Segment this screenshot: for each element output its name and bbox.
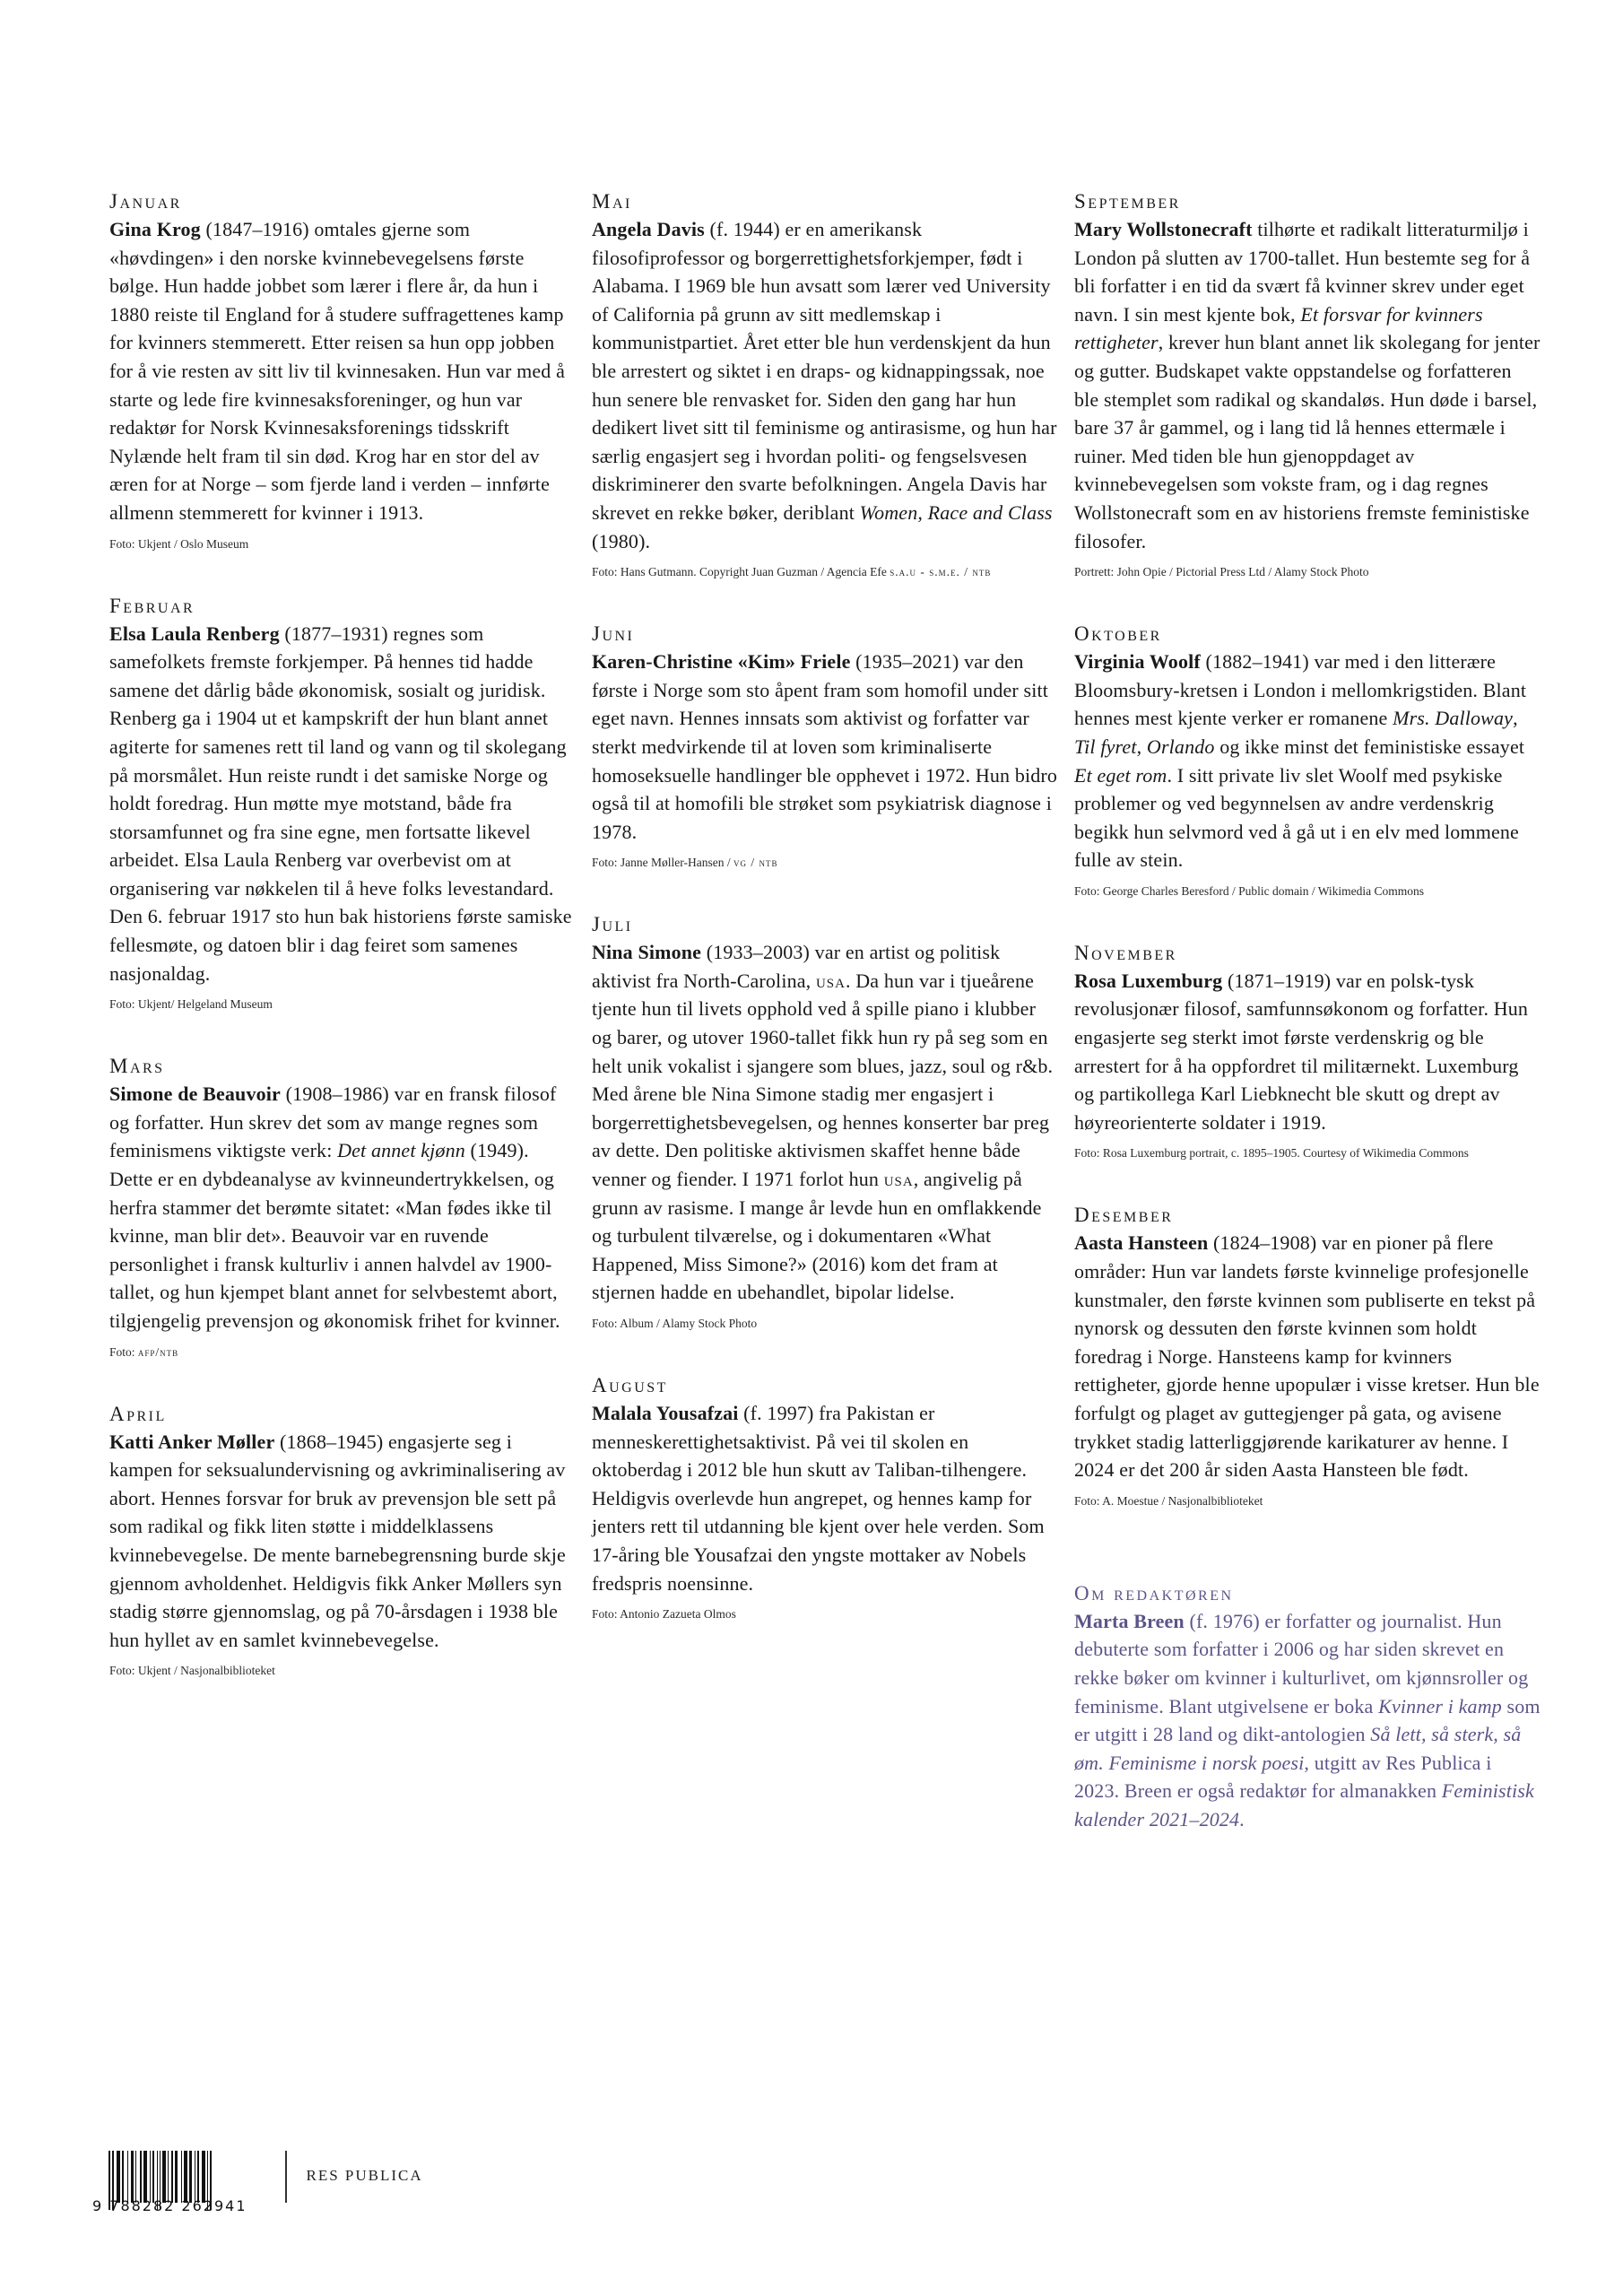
person-name: Elsa Laula Renberg bbox=[109, 622, 280, 645]
book-title: Kvinner i kamp bbox=[1378, 1694, 1502, 1718]
entry-text: (1935–2021) var den første i Norge som sto åpent fram som homofil under sitt eget navn. Hennes innsats som aktivist og forfatter var sterkt medvirkende til at loven som kriminaliserte homoseksuelle handlinger ble opphevet i 1972. Hun bidro også til at homofili ble strøket som psykiatrisk diagnose i 1978. bbox=[592, 650, 1058, 843]
person-name: Aasta Hansteen bbox=[1074, 1231, 1209, 1255]
entry-body bbox=[592, 215, 1058, 555]
photo-credit: Foto: Rosa Luxemburg portrait, c. 1895–1905. Courtesy of Wikimedia Commons bbox=[1074, 1146, 1469, 1161]
entry-text: (1882–1941) var med i den litterære Bloomsbury-kretsen i London i mellomkrigstiden. Blant hennes mest kjente verker er romanene bbox=[1074, 650, 1527, 730]
person-name: Simone de Beauvoir bbox=[109, 1083, 281, 1106]
isbn-number: 9 788282 262941 bbox=[92, 2197, 247, 2214]
photo-credit: Foto: George Charles Beresford / Public domain / Wikimedia Commons bbox=[1074, 883, 1425, 898]
column-3 bbox=[1074, 190, 1541, 1874]
person-name: Virginia Woolf bbox=[1074, 650, 1201, 674]
barcode-bars-icon bbox=[108, 2151, 263, 2203]
entry-text: (1847–1916) omtales gjerne som «høvdingen» i den norske kvinnebevegelsens første bølge. Hun hadde jobbet som lærer i flere år, da hun i 1880 reiste til England for å studere suffragettenes kamp for kvinners stemmerett. Etter reisen sa hun opp jobben for å vie resten av sitt liv til kvinnesaken. Hun var med å starte og lede fire kvinnesaksforeninger, og hun var redaktør for Norsk Kvinnesaksforenings tidsskrift Nylænde helt fram til sin død. Krog har en stor del av æren for at Norge – som fjerde land i verden – innførte allmenn stemmerett for kvinner i 1913. bbox=[109, 218, 565, 524]
editor-text: som er utgitt i 28 land og dikt-antologien bbox=[1074, 1694, 1541, 1746]
divider bbox=[285, 2151, 287, 2203]
entry-august bbox=[592, 1374, 1058, 1625]
month-heading: November bbox=[1074, 941, 1177, 964]
person-name: Nina Simone bbox=[592, 941, 702, 964]
column-2 bbox=[592, 190, 1058, 1665]
entry-body bbox=[109, 1428, 576, 1655]
photo-credit: Foto: Ukjent/ Helgeland Museum bbox=[109, 997, 273, 1012]
editor-text: . bbox=[1239, 1807, 1245, 1831]
entry-september bbox=[1074, 190, 1541, 583]
entry-text: tilhørte et radikalt litteraturmiljø i London på slutten av 1700-tallet. Hun bestemte seg for å bli forfatter i en tid da svært få kvinner skrev under eget navn. I sin mest kjente bok, bbox=[1074, 218, 1531, 326]
entry-text: . Da hun var i tjueårene tjente hun til livets opphold ved å spille piano i klubber og barer, og utover 1960-tallet fikk hun ry på seg som en helt unik vokalist i sjangere som blues, jazz, soul og r&b. Med årene ble Nina Simone stadig mer engasjert i borgerrettighetsbevegelsen, og hennes konserter bar preg av dette. Den politiske aktivismen skaffet henne både venner og fiender. I 1971 forlot hun bbox=[592, 969, 1054, 1191]
entry-text: og ikke minst det feministiske essayet bbox=[1214, 735, 1525, 758]
isbn-barcode bbox=[92, 2151, 263, 2215]
photo-credit: Foto: Antonio Zazueta Olmos bbox=[592, 1607, 736, 1622]
entry-februar bbox=[109, 595, 576, 1016]
entry-text: (1980). bbox=[592, 529, 651, 552]
entry-body bbox=[109, 620, 576, 988]
column-1 bbox=[109, 190, 576, 1721]
editor-name: Marta Breen bbox=[1074, 1609, 1185, 1632]
book-title: Et forsvar for kvinners rettigheter bbox=[1074, 302, 1483, 354]
photo-credit bbox=[592, 561, 1058, 583]
entry-text: (f. 1997) fra Pakistan er menneskerettighetsaktivist. På vei til skolen en oktoberdag i 2012 ble hun skutt av Taliban-tilhengere. Heldigvis overlevde hun angrepet, og hennes kamp for jenters rett til utdanning ble kjent over hele verden. Som 17-åring ble Yousafzai den yngste mottaker av Nobels fredspris noensinne. bbox=[592, 1402, 1045, 1595]
month-heading: Mars bbox=[109, 1055, 165, 1078]
book-title: Orlando bbox=[1146, 735, 1215, 758]
book-title: Det annet kjønn bbox=[337, 1139, 465, 1162]
entry-body bbox=[109, 215, 576, 527]
month-heading: April bbox=[109, 1402, 167, 1425]
entry-text: (f. 1944) er en amerikansk filosofiprofessor og borgerrettighetsforkjemper, født i Alabama. I 1969 ble hun avsatt som lærer ved University of California på grunn av sitt medlemskap i kommunistpartiet. Året etter ble hun verdenskjent da hun ble arrestert og siktet i en draps- og kidnappingssak, noe hun senere ble renvasket for. Siden den gang har hun dedikert livet sitt til feminisme og antirasisme, og hun har særlig engasjert seg i hvordan politi- og fengselsvesen diskriminerer den svarte befolkningen. Angela Davis har skrevet en rekke bøker, deriblant bbox=[592, 218, 1057, 524]
entry-juni bbox=[592, 622, 1058, 874]
entry-desember bbox=[1074, 1204, 1541, 1511]
photo-credit bbox=[592, 851, 1058, 874]
entry-text: (1949). Dette er en dybdeanalyse av kvinneundertrykkelsen, og herfra stammer det berømte sitatet: «Man fødes ikke til kvinne, man blir det». Beauvoir var en ruvende personlighet i fransk kulturliv i annen halvdel av 1900-tallet, og hun kjempet blant annet for selvbestemt abort, tilgjengelig prevensjon og økonomisk frihet for kvinner. bbox=[109, 1139, 560, 1332]
entry-body bbox=[592, 938, 1058, 1307]
credit-agency: s.a.u - s.m.e. / ntb bbox=[890, 565, 992, 579]
entry-text: (1877–1931) regnes som samefolkets fremste forkjemper. På hennes tid hadde samene det dårlig både økonomisk, sosialt og juridisk. Renberg ga i 1904 ut et kampskrift der hun blant annet agiterte for samenes rett til land og vann og til skolegang på morsmålet. Hun reiste rundt i det samiske Norge og holdt foredrag. Hun møtte mye motstand, både fra storsamfunnet og fra sine egne, men fortsatte likevel arbeidet. Elsa Laula Renberg var overbevist om at organisering var nøkkelen til å heve folks levestandard. Den 6. februar 1917 sto hun bak historiens første samiske fellesmøte, og datoen blir i dag feiret som samenes nasjonaldag. bbox=[109, 622, 572, 985]
book-title: Mrs. Dalloway bbox=[1393, 707, 1514, 730]
entry-text: (1871–1919) var en polsk-tysk revolusjonær filosof, samfunnsøkonom og forfatter. Hun engasjerte seg sterkt imot første verdenskrig og ble arrestert for å ha oppfordret til militærnekt. Luxemburg og partikollega Karl Liebknecht ble skutt og drept av høyreorienterte soldater i 1919. bbox=[1074, 969, 1529, 1134]
separator: , bbox=[1513, 707, 1518, 730]
entry-november bbox=[1074, 942, 1541, 1165]
editor-body bbox=[1074, 1607, 1541, 1834]
person-name: Karen-Christine «Kim» Friele bbox=[592, 650, 851, 674]
entry-mai bbox=[592, 190, 1058, 583]
entry-body bbox=[1074, 215, 1541, 555]
photo-credit: Foto: Ukjent / Nasjonalbiblioteket bbox=[109, 1664, 275, 1678]
entry-text: . I sitt private liv slet Woolf med psykiske problemer og ved begynnelsen av andre verdenskrig begikk hun selvmord ved å gå ut i en elv med lommene fulle av stein. bbox=[1074, 763, 1519, 872]
entry-body bbox=[1074, 967, 1541, 1137]
entry-body bbox=[1074, 648, 1541, 874]
credit-prefix: Foto: bbox=[109, 1344, 138, 1359]
entry-mars bbox=[109, 1055, 576, 1362]
editor-heading: Om redaktøren bbox=[1074, 1581, 1234, 1605]
entry-text: (1933–2003) var en artist og politisk aktivist fra North-Carolina, bbox=[592, 941, 1001, 992]
entry-body bbox=[1074, 1229, 1541, 1483]
entry-text: , krever hun blant annet lik skolegang for jenter og gutter. Budskapet vakte oppstandelse og forfatteren ble stemplet som radikal og skandaløs. Hun døde i barsel, bare 37 år gammel, og i lang tid lå hennes ettermæle i ruiner. Med tiden ble hun gjenoppdaget av kvinnebevegelsen som vokste fram, og i dag regnes Wollstonecraft som en av historiens fremste feministiske filosofer. bbox=[1074, 331, 1541, 552]
month-heading: August bbox=[592, 1374, 668, 1396]
photo-credit: Foto: A. Moestue / Nasjonalbiblioteket bbox=[1074, 1493, 1263, 1508]
entry-body bbox=[592, 1399, 1058, 1597]
person-name: Angela Davis bbox=[592, 218, 705, 240]
book-title: Et eget rom bbox=[1074, 763, 1167, 787]
photo-credit: Portrett: John Opie / Pictorial Press Ltd / Alamy Stock Photo bbox=[1074, 565, 1369, 579]
month-heading: Juli bbox=[592, 913, 633, 936]
photo-credit bbox=[109, 1341, 576, 1363]
person-name: Katti Anker Møller bbox=[109, 1430, 275, 1453]
editor-text: , utgitt av Res Publica i 2023. Breen er også redaktør for almanakken bbox=[1074, 1751, 1492, 1803]
month-heading: Oktober bbox=[1074, 622, 1162, 646]
person-name: Malala Yousafzai bbox=[592, 1402, 739, 1424]
entry-april bbox=[109, 1403, 576, 1683]
month-heading: Juni bbox=[592, 622, 635, 646]
credit-prefix: Foto: Hans Gutmann. Copyright Juan Guzman / Agencia Efe bbox=[592, 565, 890, 579]
entry-body bbox=[109, 1080, 576, 1335]
book-title: Women, Race and Class bbox=[859, 500, 1053, 524]
entry-body bbox=[592, 648, 1058, 846]
book-title: Så lett, så sterk, så øm. Feminisme i norsk poesi bbox=[1074, 1723, 1522, 1774]
person-name: Rosa Luxemburg bbox=[1074, 969, 1223, 992]
publisher-logo: RES PUBLICA bbox=[306, 2167, 423, 2184]
entry-text: , angivelig på grunn av rasisme. I mange år levde hun en omflakkende og turbulent tilværelse, og i dokumentaren «What Happened, Miss Simone?» (2016) kom det fram at stjernen hadde en ubehandlet, bipolar lidelse. bbox=[592, 1168, 1042, 1304]
about-editor bbox=[1074, 1582, 1541, 1834]
entry-januar bbox=[109, 190, 576, 555]
entry-text: (1908–1986) var en fransk filosof og forfatter. Hun skrev det som av mange regnes som feminismens viktigste verk: bbox=[109, 1083, 557, 1162]
separator: , bbox=[1136, 735, 1147, 758]
entry-juli bbox=[592, 913, 1058, 1335]
person-name: Gina Krog bbox=[109, 218, 201, 240]
person-name: Mary Wollstonecraft bbox=[1074, 218, 1253, 240]
footer bbox=[92, 2151, 423, 2215]
editor-text: (f. 1976) er forfatter og journalist. Hun debuterte som forfatter i 2006 og har siden skrevet en rekke bøker om kvinner i kulturlivet, om kjønnsroller og feminisme. Blant utgivelsene er boka bbox=[1074, 1609, 1529, 1718]
credit-agency: vg / ntb bbox=[733, 856, 778, 870]
book-title: Feministisk kalender 2021–2024 bbox=[1074, 1779, 1534, 1831]
book-title: Til fyret bbox=[1074, 735, 1137, 758]
photo-credit: Foto: Ukjent / Oslo Museum bbox=[109, 536, 249, 551]
month-heading: Desember bbox=[1074, 1204, 1174, 1227]
country-abbr: usa bbox=[883, 1168, 914, 1191]
entry-text: (1868–1945) engasjerte seg i kampen for seksualundervisning og avkriminalisering av abort. Hennes forsvar for bruk av prevensjon ble sett på som radikal og fikk liten støtte i middelklassens kvinnebevegelse. De mente barnebegrensning burde skje gjennom avholdenhet. Heldigvis fikk Anker Møllers syn stadig større gjennomslag, og på 70-årsdagen i 1938 ble hun hyllet av en samlet kvinnebevegelse. bbox=[109, 1430, 566, 1651]
month-heading: September bbox=[1074, 190, 1181, 213]
entry-oktober bbox=[1074, 622, 1541, 902]
month-heading: Januar bbox=[109, 190, 182, 213]
credit-prefix: Foto: Janne Møller-Hansen / bbox=[592, 856, 733, 870]
entry-text: (1824–1908) var en pioner på flere områder: Hun var landets første kvinnelige profesjonelle kunstmaler, den første kvinnen som publiserte en tekst på nynorsk og dessuten den første kvinnen som holdt foredrag i Norge. Hansteens kamp for kvinners rettigheter, gjorde henne upopulær i visse kretser. Hun ble forfulgt og plaget av guttegjenger på gata, og avisene trykket stadig latterliggjørende karikaturer av henne. I 2024 er det 200 år siden Aasta Hansteen ble født. bbox=[1074, 1231, 1540, 1482]
photo-credit: Foto: Album / Alamy Stock Photo bbox=[592, 1317, 758, 1330]
country-abbr: usa bbox=[815, 969, 846, 992]
month-heading: Februar bbox=[109, 594, 195, 617]
credit-agency: afp/ntb bbox=[137, 1344, 179, 1359]
month-heading: Mai bbox=[592, 190, 632, 213]
